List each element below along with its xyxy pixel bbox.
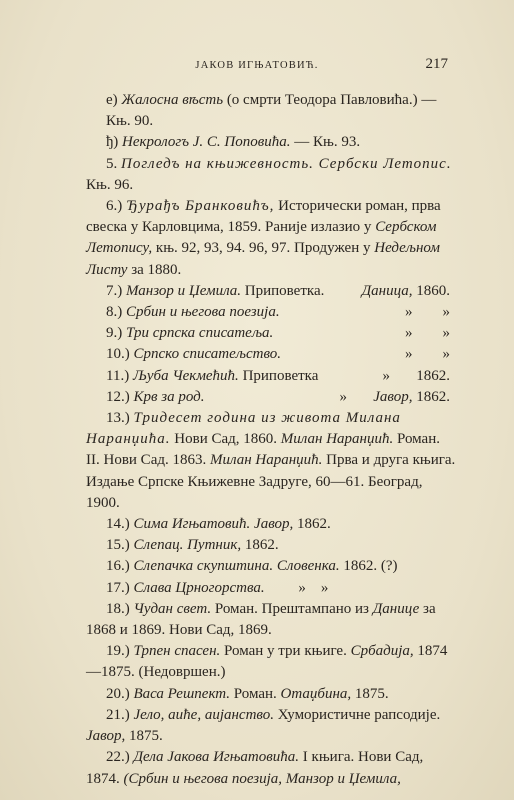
entry-number: 8.) (106, 304, 123, 321)
entry-18 (86, 599, 456, 641)
entry-title: Погледъ на књижевность. Сербски Летопис. (121, 155, 452, 172)
entry-text: Приповетка (238, 367, 319, 384)
entry-number: 7.) (106, 282, 123, 299)
entry-text: Исторически роман, (274, 198, 408, 215)
entry-source: Јавор, (86, 728, 126, 745)
entry-title: Српско списатељство. (133, 346, 282, 363)
ditto-mark: » (339, 388, 348, 405)
entry-source: Отаџбина, (280, 685, 352, 702)
entry-title: Некрологъ Ј. С. Поповића. (122, 134, 291, 151)
entry-6 (86, 196, 456, 281)
entry-dj (86, 132, 456, 153)
entry-year: 1875. (354, 685, 389, 702)
entry-number: 13.) (106, 410, 130, 427)
entry-number: 9.) (106, 325, 123, 342)
entry-number: 22.) (106, 749, 130, 766)
ditto-mark: » (442, 325, 450, 342)
entry-title: Три српска списатеља. (126, 325, 274, 342)
entry-title: Слепачка скупштина. (133, 558, 274, 575)
entry-year: 1862. (416, 367, 450, 384)
entry-number: 21.) (106, 706, 130, 723)
entry-number: е) (106, 92, 118, 108)
entry-text: Књ. 96. (86, 176, 134, 193)
entry-title: Слепац. (133, 537, 184, 554)
entry-text: — Књ. 93. (290, 134, 361, 151)
entry-title: Манзор и Џемила. (126, 282, 242, 299)
entry-year: 1862. (?) (343, 558, 398, 575)
bibliography-list (86, 90, 456, 790)
entry-5 (86, 154, 456, 196)
entry-title: Васа Решпект. (133, 685, 231, 702)
running-head: ЈАКОВ ИГЊАТОВИЋ. (195, 60, 319, 71)
entry-number: ђ) (106, 134, 119, 151)
entry-title: Трпен спасен. (133, 643, 221, 660)
entry-number: 5. (106, 155, 118, 172)
entry-text: Роман. II. Нови Сад. 1863. (86, 431, 440, 469)
entry-title: Крв за род. (133, 388, 205, 405)
entry-number: 16.) (106, 558, 130, 575)
entry-title: Сима Игњатовић. (133, 516, 251, 533)
entry-number: 18.) (106, 600, 130, 617)
entry-title: Милан Наранџић. (209, 452, 323, 469)
entry-number: 19.) (106, 643, 130, 660)
entry-8 (86, 302, 456, 323)
entry-7 (86, 281, 456, 302)
entry-title: Ђурађъ Бранковићъ, (126, 198, 275, 215)
entry-source: Јавор, (254, 516, 294, 533)
ditto-mark: » (442, 346, 450, 363)
entry-12 (86, 387, 456, 408)
entry-number: 14.) (106, 516, 130, 533)
ditto-mark: » (298, 579, 306, 596)
entry-number: 20.) (106, 685, 130, 702)
entry-source: Сербском Летопису, (86, 219, 437, 257)
entry-title: Србин и његова поезија. (126, 304, 280, 321)
entry-14 (86, 514, 456, 535)
ditto-mark: » (382, 367, 390, 384)
entry-text: књ. 92, 93, 94. 96, 97. Продужен у (152, 240, 371, 257)
entry-text: прва свеска у Карловцима, 1859. Раније излазио у (86, 198, 441, 236)
page-number: 217 (425, 56, 448, 72)
entry-21 (86, 705, 456, 747)
entry-number: 15.) (106, 537, 130, 554)
entry-text: Хумористичне рапсодије. (274, 706, 441, 723)
entry-title: Милан Наранџић. (280, 431, 394, 448)
entry-text: за 1868 и 1869. Нови Сад, 1869. (86, 600, 436, 639)
entry-source: Словенка. (276, 558, 340, 575)
entry-title: Љуба Чекмећић. (132, 367, 239, 384)
entry-11 (86, 366, 456, 387)
entry-text: Прва и друга књига. Издање Српске Књижевне Задруге, 60—61. Београд, 1900. (86, 452, 456, 511)
entry-9 (86, 323, 456, 344)
entry-e (86, 90, 456, 132)
entry-text: Роман. (230, 685, 277, 702)
entry-16 (86, 556, 456, 577)
ditto-mark: » (442, 304, 450, 321)
entry-text: за 1880. (127, 261, 182, 278)
entry-text: 1874—1875. (Недовршен.) (86, 643, 448, 681)
entry-source: Србадија, (350, 643, 414, 660)
entry-number: 12.) (106, 388, 130, 405)
entry-year: 1862. (244, 537, 279, 554)
ditto-mark: » (405, 346, 413, 363)
entry-text: Књ. 90. (106, 113, 154, 130)
entry-text: (о смрти Теодора Павловића.) — (223, 92, 437, 108)
page-header (0, 54, 514, 76)
entry-15 (86, 535, 456, 556)
entry-title: Дела Јакова Игњатовића. (133, 749, 300, 766)
entry-10 (86, 344, 456, 365)
entry-text: Нови Сад, 1860. (170, 431, 278, 448)
ditto-mark: » (405, 304, 413, 321)
entry-number: 17.) (106, 579, 130, 596)
entry-source: Путник, (187, 537, 242, 554)
entry-title: Јело, аиће, аијанство. (133, 706, 274, 723)
entry-source: Недељном Листу (86, 240, 440, 278)
entry-title: Слава Црногорства. (133, 579, 265, 596)
entry-year: 1862. (416, 388, 450, 405)
entry-text: I књига. Нови Сад, 1874. (86, 749, 424, 787)
entry-20 (86, 684, 456, 705)
entry-number: 11.) (106, 367, 130, 384)
entry-number: 6.) (106, 198, 123, 215)
entry-year: 1860. (416, 282, 450, 299)
entry-title: Тридесет година из живота Милана Наранџића. (86, 410, 401, 448)
entry-text: Роман. Прештампано из (211, 600, 369, 617)
entry-title: Жалосна вѣсть (121, 92, 224, 108)
entry-source: Данице (372, 600, 420, 617)
entry-source: (Србин и његова поезија, Манзор и Џемила, (123, 770, 401, 787)
entry-text: Приповетка. (241, 282, 325, 299)
entry-source: Даница, (361, 282, 413, 299)
entry-13 (86, 408, 456, 514)
entry-17 (86, 578, 456, 599)
entry-year: 1862. (297, 516, 331, 533)
ditto-mark: » (405, 325, 413, 342)
entry-22 (86, 747, 456, 789)
ditto-mark: » (320, 579, 329, 596)
entry-title: Чудан свет. (133, 600, 212, 617)
entry-number: 10.) (106, 346, 130, 363)
entry-text: Роман у три књиге. (220, 643, 347, 660)
entry-source: Јавор, (373, 388, 413, 405)
entry-year: 1875. (128, 728, 163, 745)
entry-19 (86, 641, 456, 683)
